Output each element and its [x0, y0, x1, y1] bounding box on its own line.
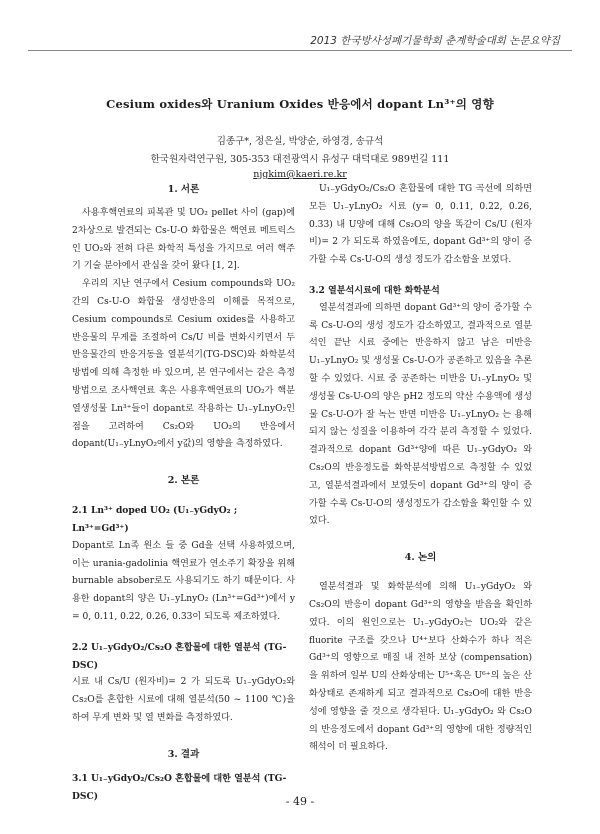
header-rule: [28, 50, 572, 51]
subsection-3-1-heading: 3.1 U₁₋yGdyO₂/Cs₂O 혼합물에 대한 열분석 (TG-DSC): [72, 772, 287, 802]
section-heading-result: 3. 결과: [167, 748, 200, 760]
left-column: [72, 181, 295, 805]
page-number: - 49 -: [285, 795, 315, 808]
discussion-text: 열분석결과 및 화학분석에 의해 U₁₋yGdyO₂ 와 Cs₂O의 반응이 dopant Gd³⁺의 영향을 받음을 확인하였다. 이의 원인으로는 U₁₋yGdyO₂는 UO₂와 같은 fluorite 구조를 갖으나 U⁴⁺보다 산화수가 하나 적은 Gd³⁺의 영향으로 매질 내 전하 보상 (compensation)을 위하여 일부 U의 산화상태는 U⁵⁺혹은 U⁶⁺의 높은 산화상태로 존재하게 되고 결과적으로 Cs₂O에 대한 반응성에 영향을 줄 것으로 생각된다. U₁₋yGdyO₂ 와 Cs₂O의 반응정도에서 dopant Gd³⁺의 영향에 대한 정량적인 해석이 더 필요하다.: [309, 582, 532, 753]
affiliation: 한국원자력연구원, 305-353 대전광역시 유성구 대덕대로 989번길 111: [150, 154, 450, 165]
paper-title: Cesium oxides와 Uranium Oxides 반응에서 dopant Ln³⁺의 영향: [106, 97, 494, 111]
author-list: 김종구*, 정은실, 박양순, 하영경, 송규석: [216, 136, 384, 147]
section-heading-discussion: 4. 논의: [404, 552, 437, 564]
section-heading-intro: 1. 서론: [167, 184, 200, 195]
section-heading-body: 2. 본론: [167, 475, 200, 487]
running-header: 2013 한국방사성폐기물학회 춘계학술대회 논문요약집: [310, 35, 560, 47]
subsection-3-2-text: 열분석결과에 의하면 dopant Gd³⁺의 양이 증가할 수록 Cs-U-O의 생성 정도가 감소하였고, 결과적으로 열분석인 끝난 시료 중에는 반응하지 않고 남은 미반응 U₁₋yLnyO₂ 및 생성물 Cs-U-O가 공존하고 있음을 추론할 수 있었다. 시료 중 공존하는 미반응 U₁₋yLnyO₂ 및 생성물 Cs-U-O의 양은 pH2 정도의 약산 수용액에 생성물 Cs-U-O가 잘 녹는 반면 미반응 U₁₋yLnyO₂ 는 용해되지 않는 성질을 이용하여 각각 분리 측정할 수 있었다. 결과적으로 dopant Gd³⁺양에 따른 U₁₋yGdyO₂ 와 Cs₂O의 반응정도를 화학분석방법으로 측정할 수 있었고, 열분석결과에서 보였듯이 dopant Gd³⁺의 양이 증가할 수록 Cs-U-O의 생성정도가 감소함을 확인할 수 있었다.: [309, 302, 532, 527]
right-column: [309, 181, 532, 757]
subsection-2-1-heading: 2.1 Ln³⁺ doped UO₂ (U₁₋yGdyO₂ ; Ln³⁺=Gd³⁺): [72, 505, 238, 534]
subsection-2-1-text: Dopant로 Ln족 원소 들 중 Gd을 선택 사용하였으며, 이는 urania-gadolinia 핵연료가 연소주기 확장을 위해 burnable absober로도 사용되기도 하기 때문이다. 사용한 dopant의 양은 U₁₋yLnyO₂ (Ln³⁺=Gd³⁺)에서 y = 0, 0.11, 0.22, 0.26, 0.33이 되도록 제조하였다.: [72, 540, 295, 622]
intro-paragraph-2: 우리의 지난 연구에서 Cesium compounds와 UO₂ 간의 Cs-U-O 화합물 생성반응의 이해를 목적으로, Cesium compounds로 Cesium oxides를 사용하고 반응물의 무게를 조절하여 Cs/U 비를 변화시키면서 두 반응물간의 반응거동을 열분석기(TG-DSC)와 화학분석방법에 의해 측정한 바 있으며, 본 연구에서는 같은 측정방법으로 조사핵연료 혹은 사용후핵연료의 UO₂가 핵분열생성물 Ln³⁺들이 dopant로 작용하는 U₁₋yLnyO₂인 점을 고려하여 Cs₂O와 UO₂의 반응에서 dopant(U₁₋yLnyO₂에서 y값)의 영향을 측정하였다.: [72, 279, 295, 450]
intro-paragraph-1: 사용후핵연료의 피복관 및 UO₂ pellet 사이 (gap)에 2차상으로 발견되는 Cs-U-O 화합물은 핵연료 메트릭스인 UO₂와 전혀 다른 화학적 특성을 가지므로 여러 핵주기 기술 분야에서 관심을 갖어 왔다 [1, 2].: [72, 208, 295, 272]
subsection-2-2-heading: 2.2 U₁₋yGdyO₂/Cs₂O 혼합물에 대한 열분석 (TG-DSC): [72, 641, 287, 671]
email-link[interactable]: njgkim@kaeri.re.kr: [253, 169, 347, 180]
subsection-3-2-heading: 3.2 열분석시료에 대한 화학분석: [309, 284, 440, 296]
email-line: [40, 169, 560, 180]
subsection-2-2-text: 시료 내 Cs/U (원자비)= 2 가 되도록 U₁₋yGdyO₂와 Cs₂O를 혼합한 시료에 대해 열분석(50 ~ 1100 ℃)을 하여 무게 변화 및 열 변화를 측정하였다.: [72, 677, 295, 723]
subsection-3-1-text: U₁₋yGdyO₂/Cs₂O 혼합물에 대한 TG 곡선에 의하면 모든 U₁₋yLnyO₂ 시료 (y= 0, 0.11, 0.22, 0.26, 0.33) 내 U양에 대해 Cs₂O의 양을 똑같이 Cs/U (원자비)= 2 가 되도록 하였음에도, dopant Gd³⁺의 양이 증가할 수록 Cs-U-O의 생성 정도가 감소함을 보였다.: [309, 184, 532, 266]
